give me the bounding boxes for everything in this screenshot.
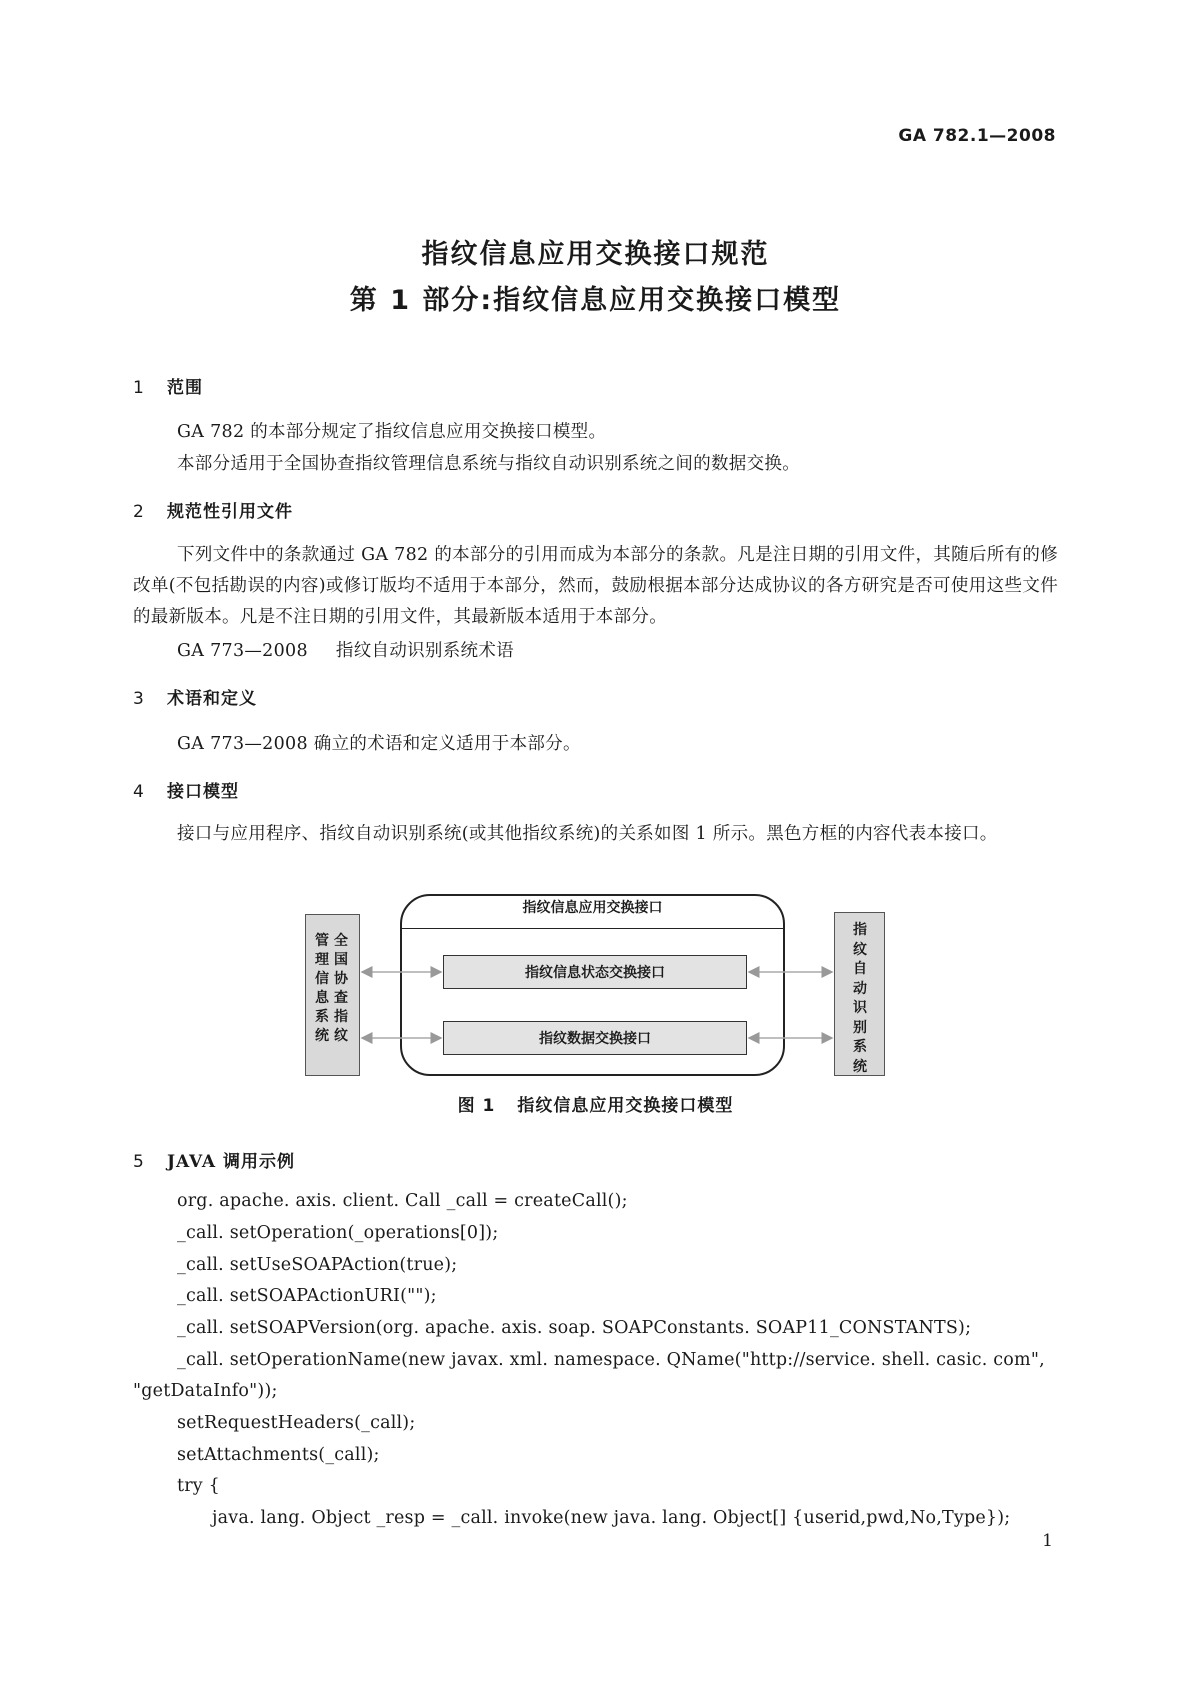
code-line-4: _call. setSOAPActionURI(""); — [177, 1286, 437, 1306]
section-1-number: 1 — [133, 378, 145, 398]
code-line-7: "getDataInfo")); — [133, 1381, 278, 1401]
code-line-3: _call. setUseSOAPAction(true); — [177, 1255, 458, 1275]
section-3-title: 术语和定义 — [167, 689, 257, 709]
section-3-para-1: GA 773—2008 确立的术语和定义适用于本部分。 — [177, 734, 581, 754]
right-label-text: 指 纹 自 动 识 别 系 统 — [853, 922, 867, 1075]
section-1-para-1: GA 782 的本部分规定了指纹信息应用交换接口模型。 — [177, 422, 607, 442]
section-5-title: JAVA 调用示例 — [167, 1152, 295, 1172]
page-number: 1 — [1042, 1531, 1053, 1551]
section-2-title: 规范性引用文件 — [167, 502, 293, 522]
figure-1-number: 图 1 — [457, 1096, 496, 1116]
data-exchange-interface-box: 指纹数据交换接口 — [443, 1021, 747, 1055]
section-1-title: 范围 — [167, 378, 203, 398]
title-line-2: 第 1 部分:指纹信息应用交换接口模型 — [349, 285, 842, 316]
code-line-8: setRequestHeaders(_call); — [177, 1413, 416, 1433]
section-4-title: 接口模型 — [167, 782, 239, 802]
section-4-number: 4 — [133, 782, 145, 802]
section-3-number: 3 — [133, 689, 145, 709]
left-label-text-2: 管 理 信 息 系 统 — [315, 933, 329, 1044]
code-line-9: setAttachments(_call); — [177, 1445, 380, 1465]
document-code: GA 782.1—2008 — [898, 126, 1056, 146]
left-label-text-1: 全 国 协 查 指 纹 — [334, 933, 348, 1044]
code-line-5: _call. setSOAPVersion(org. apache. axis. soap. SOAPConstants. SOAP11_CONSTANTS); — [177, 1318, 972, 1338]
code-line-10: try { — [177, 1476, 220, 1496]
code-line-2: _call. setOperation(_operations[0]); — [177, 1223, 499, 1243]
section-5-heading — [133, 1147, 295, 1172]
figure-1-caption — [0, 1091, 1191, 1116]
section-5-number: 5 — [133, 1152, 145, 1172]
reference-code: GA 773—2008 — [177, 641, 308, 661]
status-exchange-interface-box: 指纹信息状态交换接口 — [443, 955, 747, 989]
code-line-11: java. lang. Object _resp = _call. invoke(new java. lang. Object[] {userid,pwd,No,Type}); — [212, 1508, 1011, 1528]
section-1-para-2: 本部分适用于全国协查指纹管理信息系统与指纹自动识别系统之间的数据交换。 — [177, 454, 800, 474]
code-line-6: _call. setOperationName(new javax. xml. namespace. QName("http://service. shell. casic. com", — [177, 1350, 1045, 1370]
code-line-1: org. apache. axis. client. Call _call = createCall(); — [177, 1191, 628, 1211]
figure-1-title: 指纹信息应用交换接口模型 — [517, 1096, 734, 1116]
section-2-para-1: 下列文件中的条款通过 GA 782 的本部分的引用而成为本部分的条款。凡是注日期的引用文件，其随后所有的修改单(不包括勘误的内容)或修订版均不适用于本部分，然而，鼓励根据本部分达成协议的各方研究是否可使用这些文件的最新版本。凡是不注日期的引用文件，其最新版本适用于本部分。 — [133, 545, 1058, 627]
title-line-1: 指纹信息应用交换接口规范 — [421, 239, 770, 270]
reference-title: 指纹自动识别系统术语 — [335, 641, 514, 661]
section-4-para-1: 接口与应用程序、指纹自动识别系统(或其他指纹系统)的关系如图 1 所示。黑色方框的内容代表本接口。 — [177, 824, 998, 844]
interface-outer-title: 指纹信息应用交换接口 — [522, 900, 663, 916]
section-2-number: 2 — [133, 502, 145, 522]
